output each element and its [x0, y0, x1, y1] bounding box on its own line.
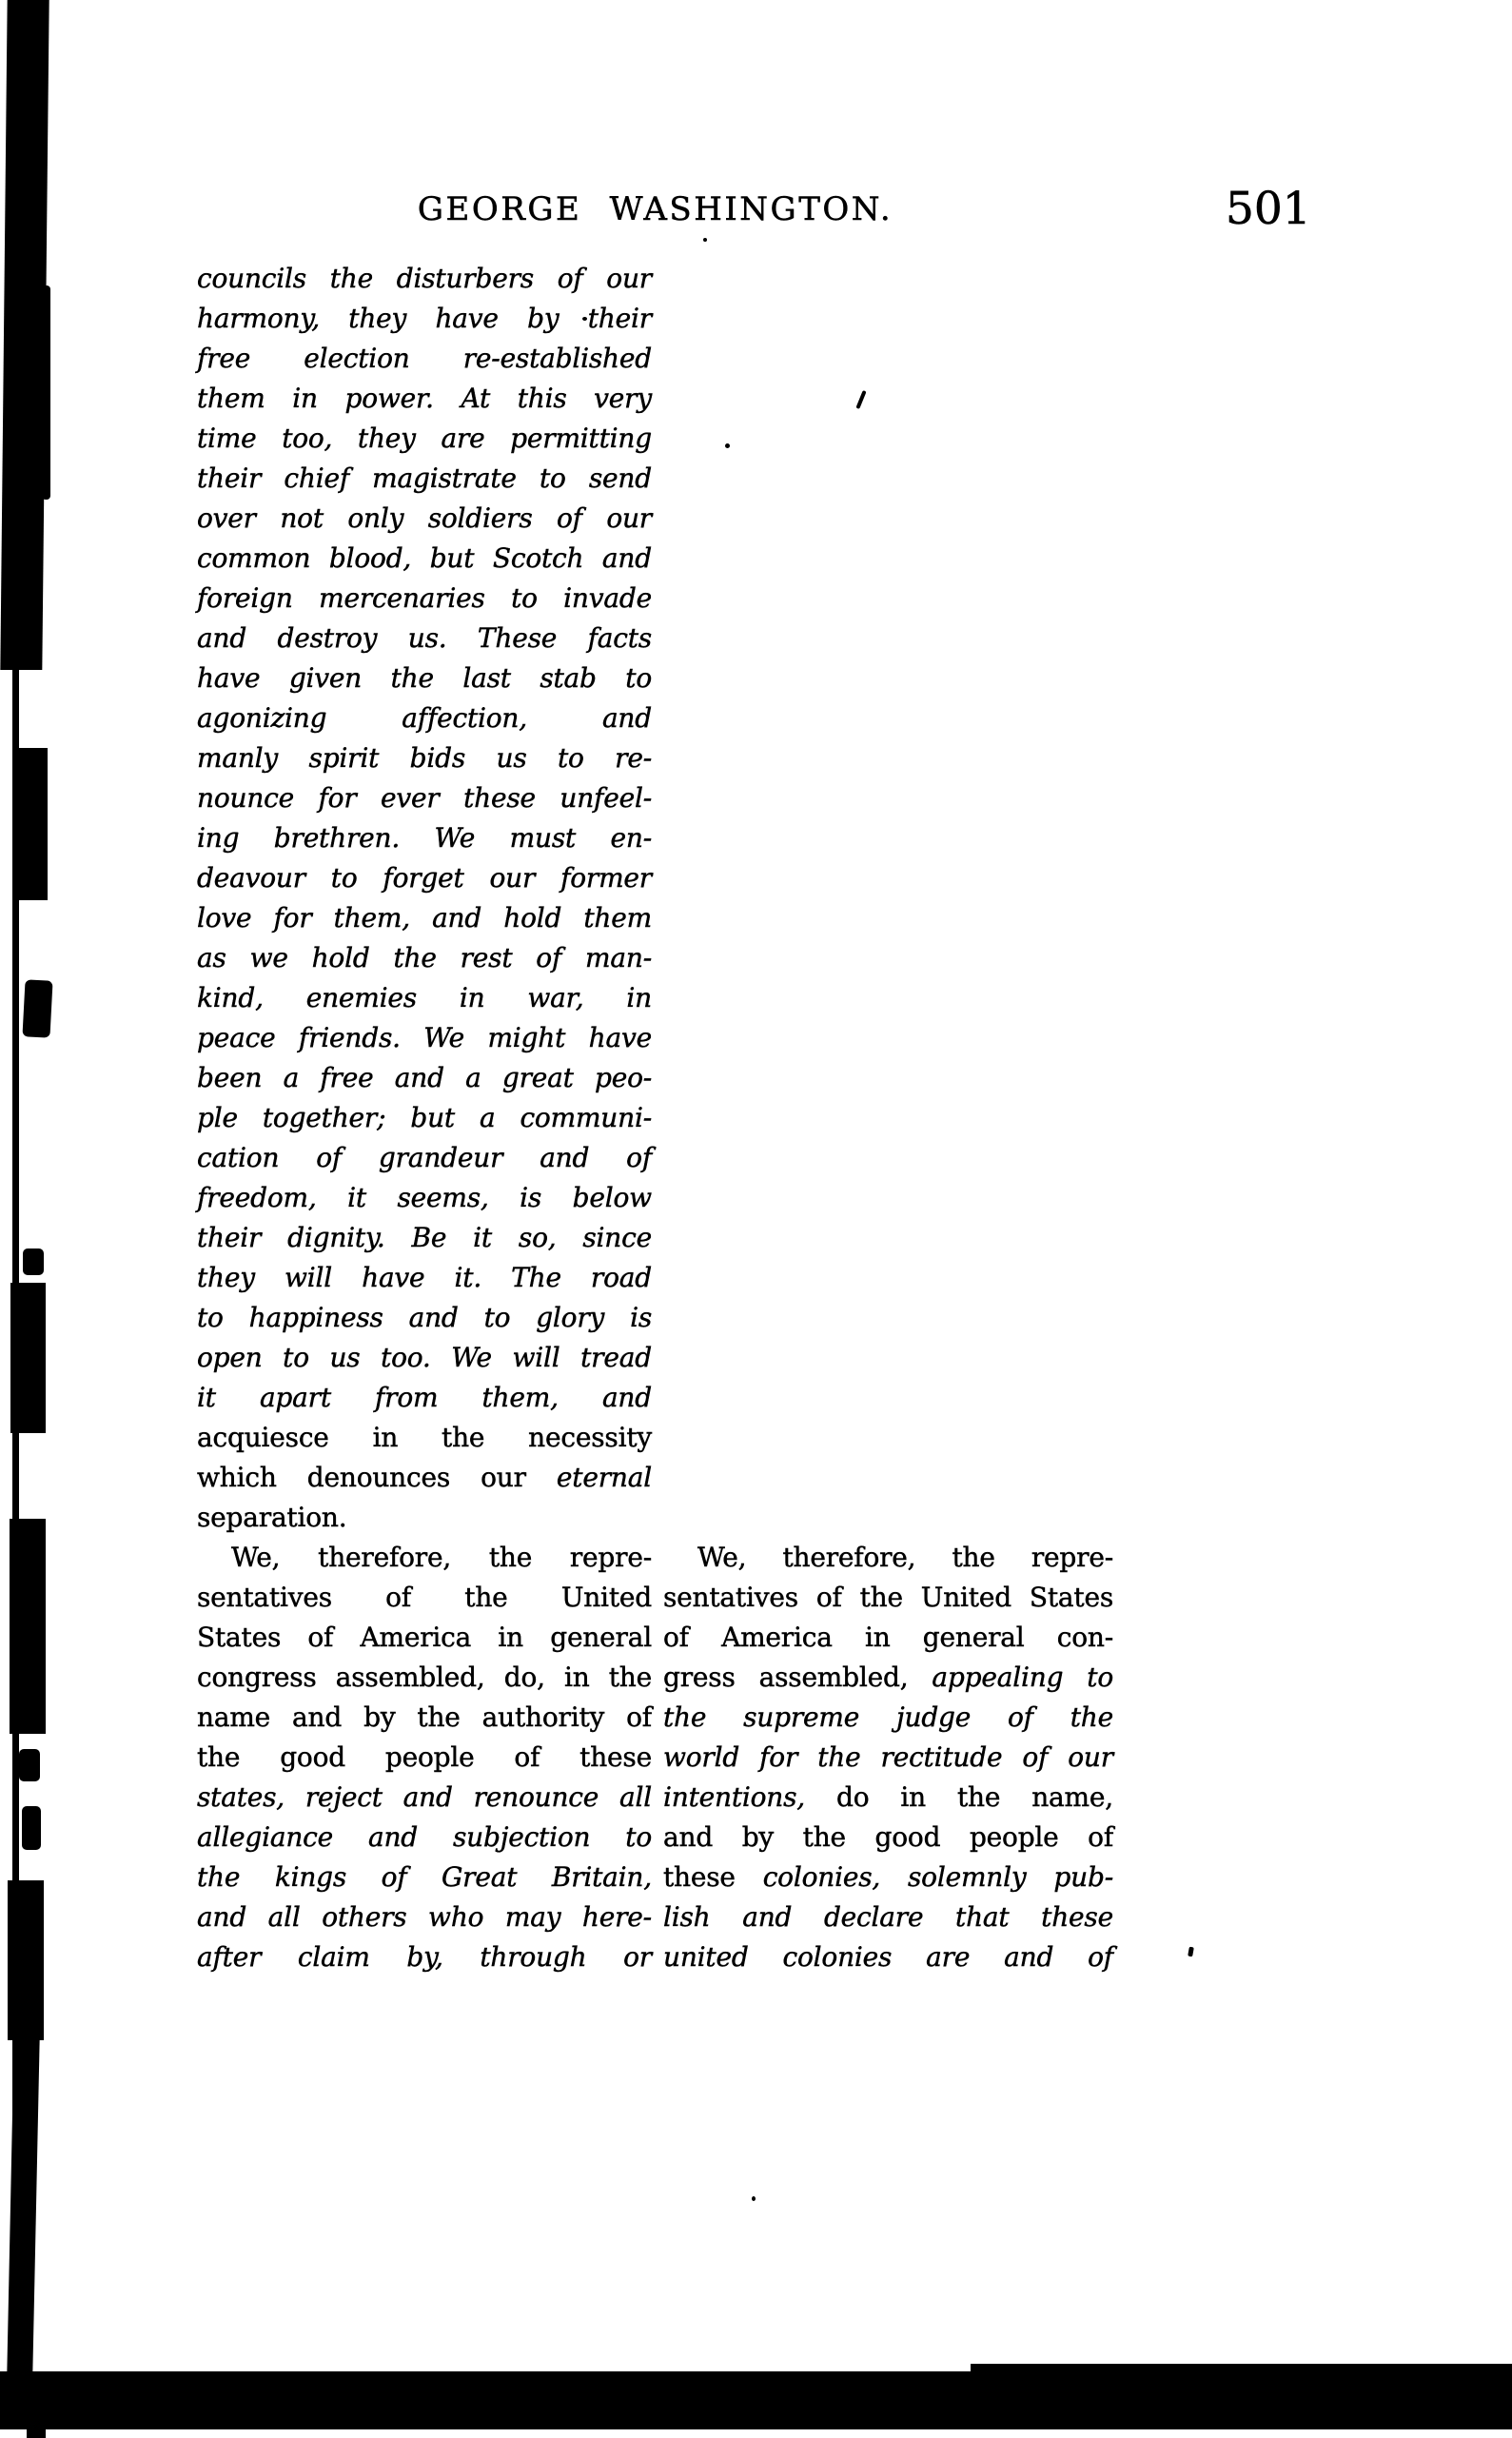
text-line: of America in general con- — [663, 1622, 1113, 1653]
text-line: as we hold the rest of man- — [197, 942, 652, 973]
scan-ink-artifact — [10, 1519, 46, 1734]
text-line: acquiesce in the necessity — [197, 1422, 652, 1453]
text-line: over not only soldiers of our — [197, 502, 652, 534]
scan-ink-artifact — [42, 285, 50, 500]
text-line: sentatives of the United States — [663, 1582, 1113, 1613]
text-line: ing brethren. We must en- — [197, 822, 652, 854]
text-line: these colonies, solemnly pub- — [663, 1861, 1113, 1893]
text-line: manly spirit bids us to re- — [197, 742, 652, 774]
scan-ink-artifact — [27, 2427, 46, 2438]
text-line: separation. — [197, 1502, 347, 1533]
text-line: peace friends. We might have — [197, 1022, 652, 1053]
text-line: intentions, do in the name, — [663, 1781, 1113, 1813]
text-line: been a free and a great peo- — [197, 1062, 652, 1093]
text-line: world for the rectitude of our — [663, 1741, 1113, 1773]
text-line: We, therefore, the repre- — [697, 1542, 1113, 1573]
page-number: 501 — [1226, 183, 1311, 235]
scan-ink-speck — [582, 317, 587, 321]
text-line: name and by the authority of — [197, 1701, 652, 1733]
text-line: open to us too. We will tread — [197, 1342, 652, 1373]
text-line: sentatives of the United — [197, 1582, 652, 1613]
scan-ink-artifact — [10, 1283, 46, 1433]
text-line: harmony, they have by their — [197, 303, 652, 334]
text-line: agonizing affection, and — [197, 702, 652, 734]
scan-ink-artifact — [12, 748, 48, 900]
text-column-left — [197, 259, 652, 1977]
scan-ink-artifact — [22, 1806, 41, 1850]
text-line: the supreme judge of the — [663, 1701, 1113, 1733]
text-line: ple together; but a communi- — [197, 1102, 652, 1133]
text-line: their dignity. Be it so, since — [197, 1222, 652, 1253]
text-line: and all others who may here- — [197, 1901, 652, 1933]
text-line: and destroy us. These facts — [197, 622, 652, 654]
scan-ink-artifact — [22, 979, 52, 1037]
text-line: gress assembled, appealing to — [663, 1661, 1113, 1693]
text-line: congress assembled, do, in the — [197, 1661, 652, 1693]
text-line: have given the last stab to — [197, 662, 652, 694]
text-line: councils the disturbers of our — [197, 263, 652, 294]
scan-ink-speck — [703, 238, 707, 242]
scan-ink-artifact — [8, 1880, 44, 2040]
text-line: time too, they are permitting — [197, 423, 652, 454]
text-line: free election re-established — [197, 343, 652, 374]
scan-ink-artifact — [23, 1248, 44, 1275]
page-header-title: GEORGE WASHINGTON. — [417, 190, 893, 228]
text-line: their chief magistrate to send — [197, 462, 652, 494]
text-line: love for them, and hold them — [197, 902, 652, 934]
text-line: states, reject and renounce all — [197, 1781, 652, 1813]
scan-ink-speck — [752, 2196, 756, 2201]
text-line: cation of grandeur and of — [197, 1142, 652, 1173]
scan-ink-bottom-bar — [971, 2364, 1512, 2381]
text-line: allegiance and subjection to — [197, 1821, 652, 1853]
text-line: after claim by, through or — [197, 1941, 652, 1973]
text-line: nounce for ever these unfeel- — [197, 782, 652, 814]
text-line: they will have it. The road — [197, 1262, 652, 1293]
text-line: deavour to forget our former — [197, 862, 652, 894]
text-line: freedom, it seems, is below — [197, 1182, 652, 1213]
text-line: foreign mercenaries to invade — [197, 582, 652, 614]
text-line: lish and declare that these — [663, 1901, 1113, 1933]
text-line: the good people of these — [197, 1741, 652, 1773]
text-line: We, therefore, the repre- — [231, 1542, 652, 1573]
text-line: which denounces our eternal — [197, 1462, 652, 1493]
text-line: and by the good people of — [663, 1821, 1113, 1853]
text-line: States of America in general — [197, 1622, 652, 1653]
text-line: kind, enemies in war, in — [197, 982, 652, 1013]
text-line: united colonies are and of — [663, 1941, 1113, 1973]
text-line: it apart from them, and — [197, 1382, 652, 1413]
scan-ink-speck — [725, 443, 730, 448]
text-line: common blood, but Scotch and — [197, 542, 652, 574]
scan-ink-artifact — [19, 1749, 40, 1781]
text-line: the kings of Great Britain, — [197, 1861, 652, 1893]
text-line: to happiness and to glory is — [197, 1302, 652, 1333]
scan-ink-speck — [855, 390, 866, 409]
text-column-right — [663, 1538, 1113, 1977]
text-line: them in power. At this very — [197, 383, 652, 414]
scan-ink-speck — [1188, 1947, 1194, 1957]
